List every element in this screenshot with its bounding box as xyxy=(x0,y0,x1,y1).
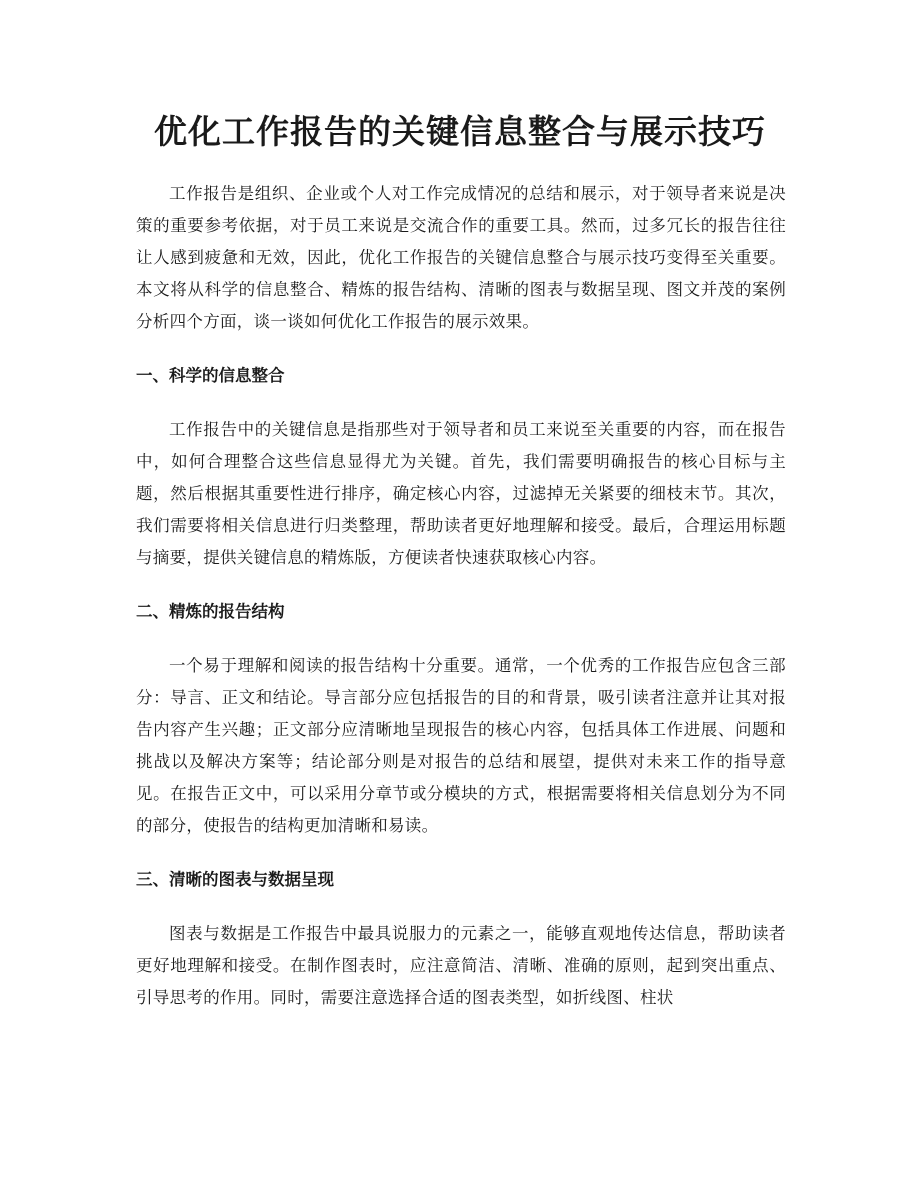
section-paragraph-3: 图表与数据是工作报告中最具说服力的元素之一，能够直观地传达信息，帮助读者更好地理解和接受。在制作图表时，应注意简洁、清晰、准确的原则，起到突出重点、引导思考的作用。同时，需要注意选择合适的图表类型，如折线图、柱状 xyxy=(136,924,786,1007)
document-body xyxy=(136,178,786,1014)
page-title: 优化工作报告的关键信息整合与展示技巧 xyxy=(154,112,766,151)
intro-paragraph: 工作报告是组织、企业或个人对工作完成情况的总结和展示，对于领导者来说是决策的重要参考依据，对于员工来说是交流合作的重要工具。然而，过多冗长的报告往往让人感到疲惫和无效，因此，优化工作报告的关键信息整合与展示技巧变得至关重要。本文将从科学的信息整合、精炼的报告结构、清晰的图表与数据呈现、图文并茂的案例分析四个方面，谈一谈如何优化工作报告的展示效果。 xyxy=(136,184,786,331)
section-paragraph-2: 一个易于理解和阅读的报告结构十分重要。通常，一个优秀的工作报告应包含三部分：导言、正文和结论。导言部分应包括报告的目的和背景，吸引读者注意并让其对报告内容产生兴趣；正文部分应清晰地呈现报告的核心内容，包括具体工作进展、问题和挑战以及解决方案等；结论部分则是对报告的总结和展望，提供对未来工作的指导意见。在报告正文中，可以采用分章节或分模块的方式，根据需要将相关信息划分为不同的部分，使报告的结构更加清晰和易读。 xyxy=(136,656,786,835)
section-heading-3: 三、清晰的图表与数据呈现 xyxy=(136,870,334,889)
section-heading-1: 一、科学的信息整合 xyxy=(136,366,285,385)
section-heading-2: 二、精炼的报告结构 xyxy=(136,602,285,621)
section-paragraph-1: 工作报告中的关键信息是指那些对于领导者和员工来说至关重要的内容，而在报告中，如何合理整合这些信息显得尤为关键。首先，我们需要明确报告的核心目标与主题，然后根据其重要性进行排序，确定核心内容，过滤掉无关紧要的细枝末节。其次，我们需要将相关信息进行归类整理，帮助读者更好地理解和接受。最后，合理运用标题与摘要，提供关键信息的精炼版，方便读者快速获取核心内容。 xyxy=(136,420,786,567)
